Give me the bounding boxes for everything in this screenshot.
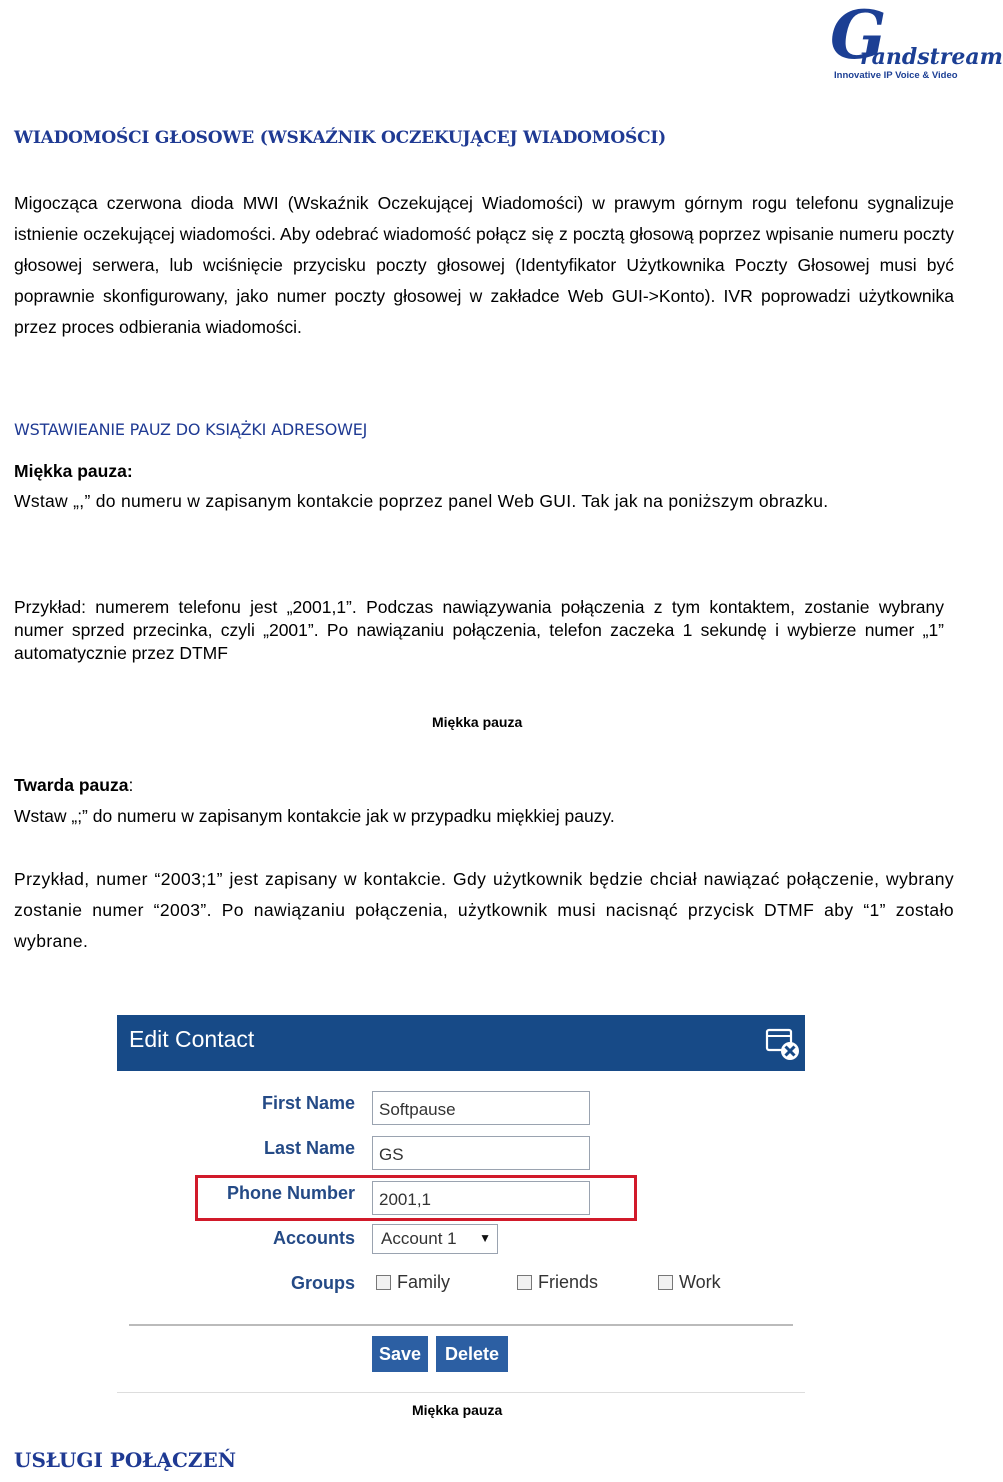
last-name-input[interactable]: GS: [372, 1136, 590, 1170]
phone-number-label: Phone Number: [226, 1183, 355, 1203]
section-title-pauses: WSTAWIEANIE PAUZ DO KSIĄŻKI ADRESOWEJ: [14, 420, 368, 439]
soft-pause-paragraph: Wstaw „,” do numeru w zapisanym kontakcie poprzez panel Web GUI. Tak jak na poniższym obrazku.: [14, 491, 829, 511]
dialog-divider: [129, 1324, 793, 1326]
first-name-label: First Name: [261, 1093, 355, 1113]
checkbox-icon[interactable]: [658, 1275, 673, 1290]
logo-letter: G: [830, 0, 887, 74]
soft-pause-label: Miękka pauza:: [14, 461, 133, 481]
edit-contact-caption: Miękka pauza: [412, 1402, 503, 1418]
accounts-selected-value: Account 1: [381, 1229, 457, 1248]
hard-pause-colon: :: [128, 775, 134, 795]
section-title-call-services: USŁUGI POŁĄCZEŃ: [14, 1448, 237, 1472]
logo-name: randstream: [860, 44, 1003, 70]
dialog-header: [117, 1015, 805, 1071]
hard-pause-label: Twarda pauza: [14, 775, 129, 795]
grandstream-logo: [826, 0, 1003, 82]
delete-button[interactable]: Delete: [436, 1336, 508, 1372]
voicemail-paragraph: Migocząca czerwona dioda MWI (Wskaźnik Oczekującej Wiadomości) w prawym górnym rogu telefonu sygnalizuje istnienie oczekującej wiadomości. Aby odebrać wiadomość połącz się z pocztą głosową poprzez wpisanie numeru poczty głosowej serwera, lub wciśnięcie przycisku poczty głosowej (Identyfikator Użytkownika Poczty Głosowej musi być poprawnie skonfigurowany, jako numer poczty głosowej w zakładce Web GUI->Konto). IVR poprowadzi użytkownika przez proces odbierania wiadomości.: [14, 193, 954, 337]
logo-tagline: Innovative IP Voice & Video: [834, 70, 958, 81]
hard-pause-heading: [14, 775, 133, 796]
accounts-label: Accounts: [272, 1228, 355, 1248]
first-name-input[interactable]: Softpause: [372, 1091, 590, 1125]
group-checkbox-work[interactable]: [658, 1272, 721, 1293]
chevron-down-icon: ▼: [479, 1231, 491, 1245]
screenshot-bottom-border: [117, 1392, 805, 1393]
soft-pause-example: Przykład: numerem telefonu jest „2001,1”. Podczas nawiązywania połączenia z tym kontaktem, zostanie wybrany numer sprzed przecinka, czyli „2001”. Po nawiązaniu połączenia, telefon zaczeka 1 sekundę i wybierze numer „1” automatycznie przez DTMF: [14, 597, 944, 663]
checkbox-icon[interactable]: [517, 1275, 532, 1290]
hard-pause-paragraph: Wstaw „;” do numeru w zapisanym kontakcie jak w przypadku miękkiej pauzy.: [14, 806, 615, 826]
group-label: Family: [397, 1272, 450, 1292]
group-checkbox-family[interactable]: [376, 1272, 450, 1293]
group-label: Work: [679, 1272, 721, 1292]
hard-pause-example: Przykład, numer “2003;1” jest zapisany w kontakcie. Gdy użytkownik będzie chciał nawiązać połączenie, wybrany zostanie numer “2003”. Po nawiązaniu połączenia, użytkownik musi nacisnąć przycisk DTMF aby “1” zostało wybrane.: [14, 869, 954, 951]
groups-label: Groups: [290, 1273, 355, 1293]
group-checkbox-friends[interactable]: [517, 1272, 598, 1293]
accounts-select[interactable]: [372, 1224, 498, 1254]
save-button[interactable]: Save: [372, 1336, 428, 1372]
soft-pause-caption: Miękka pauza: [432, 714, 523, 730]
group-label: Friends: [538, 1272, 599, 1292]
section-title-voicemail: WIADOMOŚCI GŁOSOWE (WSKAŹNIK OCZEKUJĄCEJ WIADOMOŚCI): [14, 128, 667, 148]
last-name-label: Last Name: [263, 1138, 355, 1158]
close-dialog-icon[interactable]: [765, 1027, 801, 1061]
dialog-title: Edit Contact: [129, 1026, 255, 1052]
checkbox-icon[interactable]: [376, 1275, 391, 1290]
phone-number-input[interactable]: 2001,1: [372, 1181, 590, 1215]
